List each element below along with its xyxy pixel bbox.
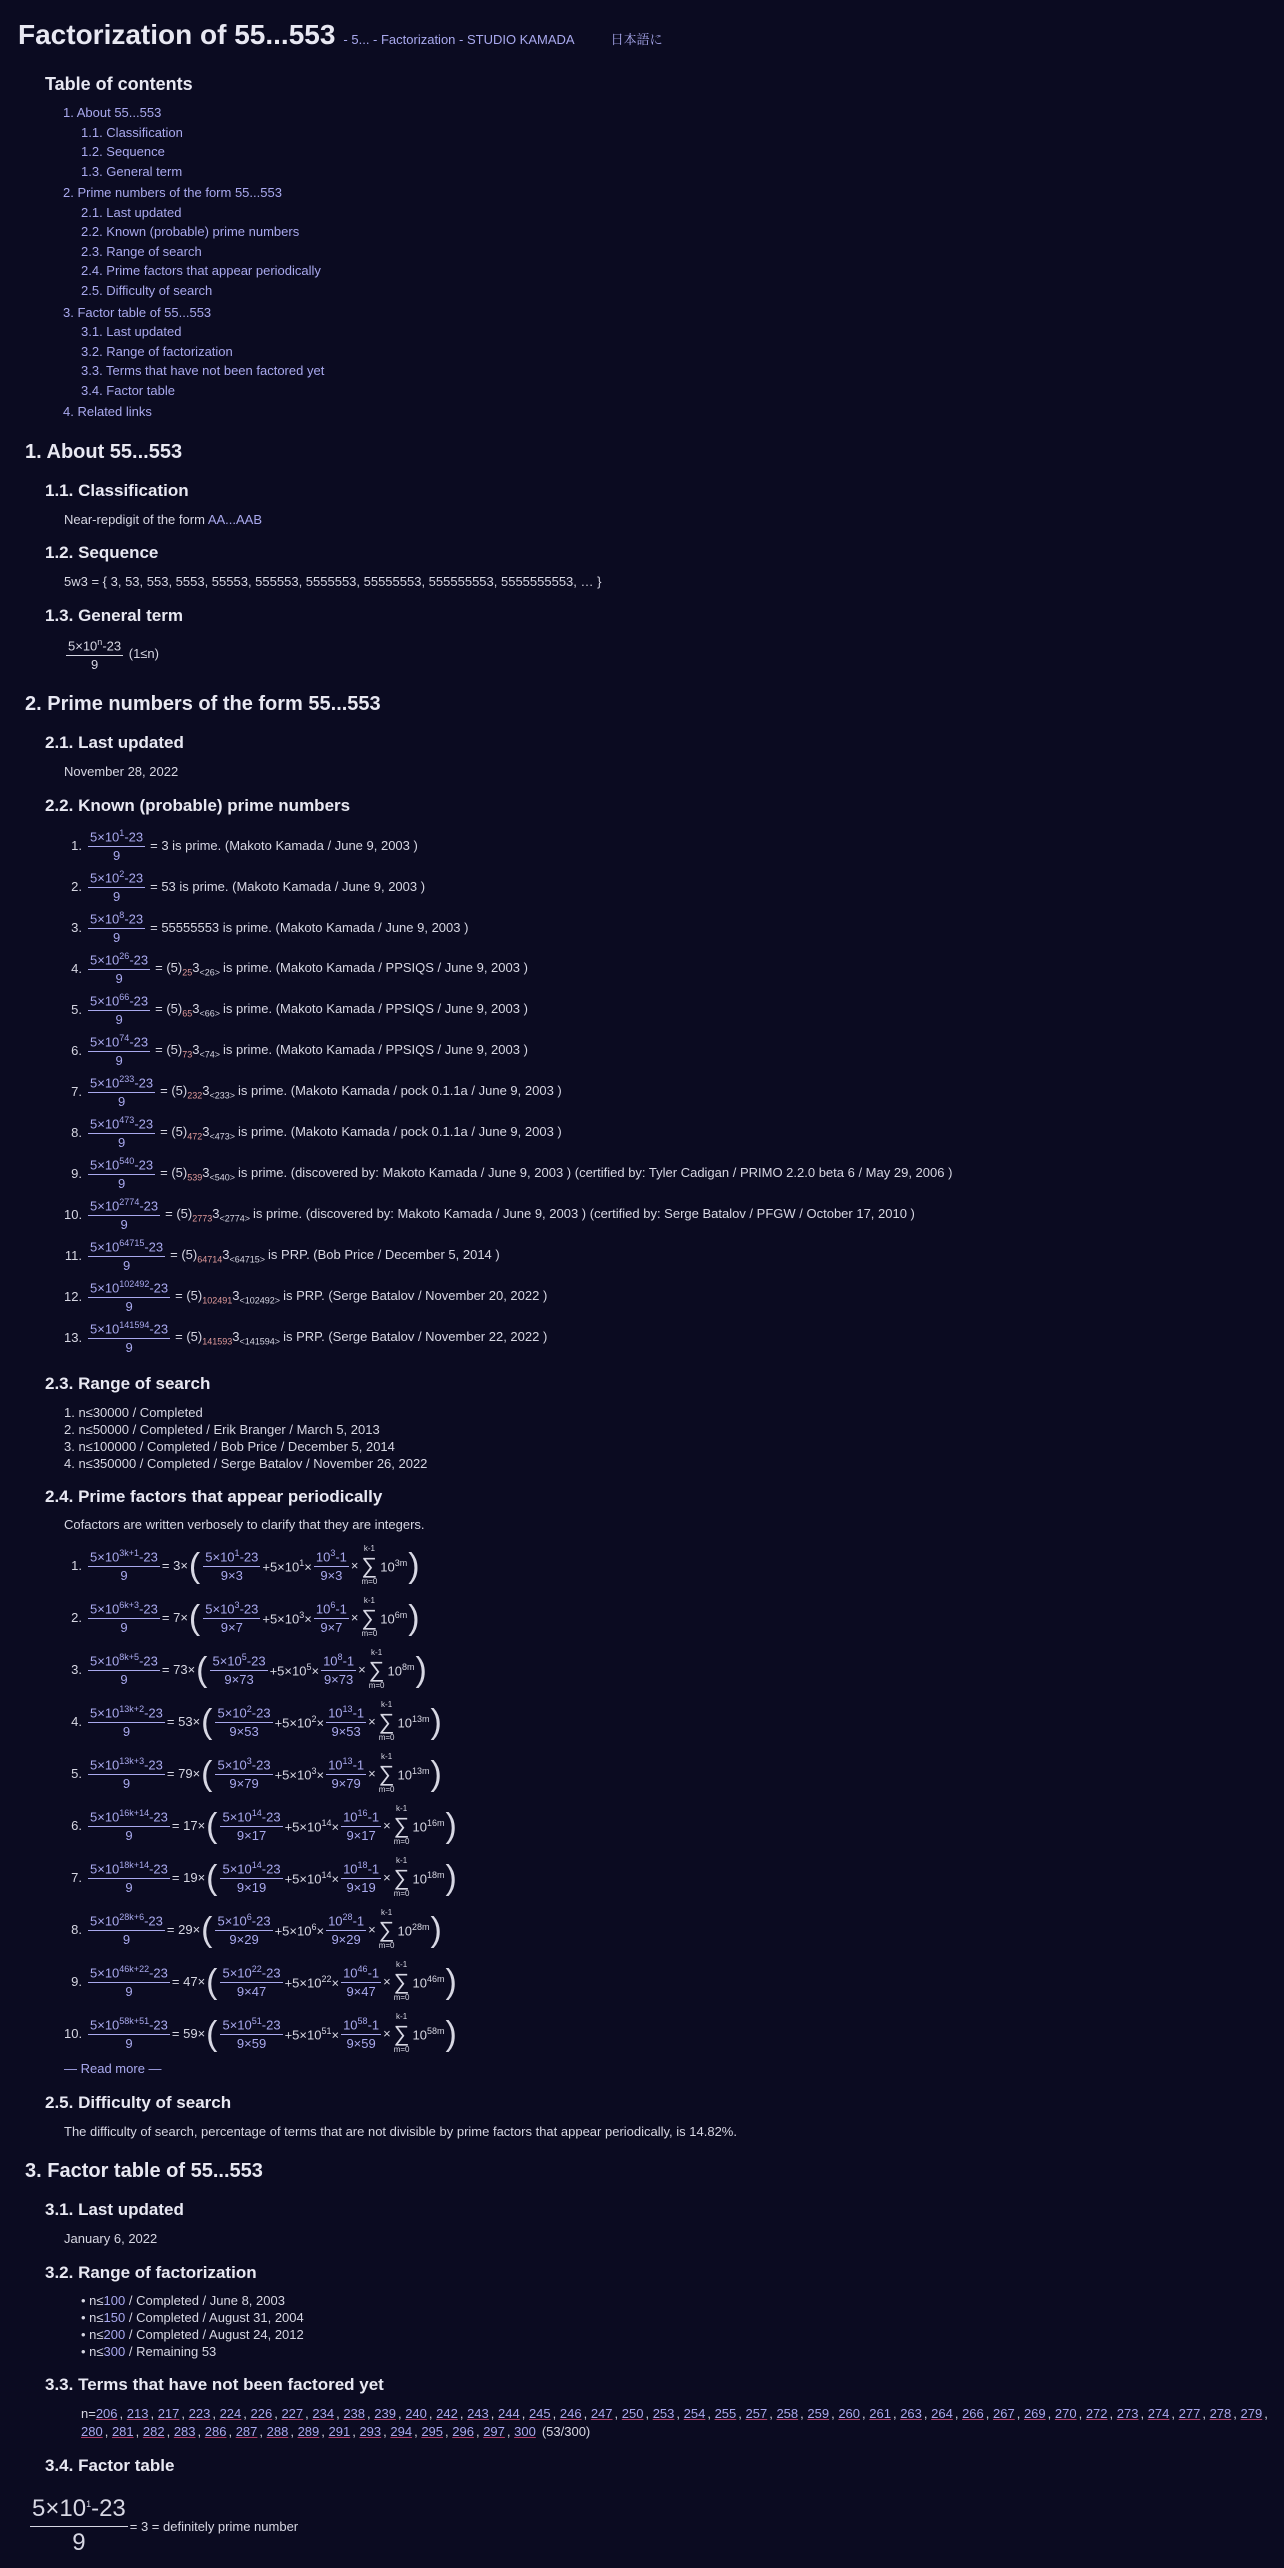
range-item: 3. n≤100000 / Completed / Bob Price / December 5, 2014 [64, 1438, 395, 1454]
term-link[interactable]: 287 [235, 2423, 258, 2439]
term-link[interactable]: 255 [714, 2406, 737, 2422]
sum-symbol: k-1 ∑ m=0 [361, 1544, 378, 1587]
prime-exponent: 64715 [119, 1238, 145, 1249]
toc-sublink[interactable]: 3.2. Range of factorization [81, 343, 233, 359]
periodic-item: 7. $\frac{5\times 10^{18k+14}-23}{9}$ = 19× ( $\frac{5\times 10^{14}-23}{9\times 19}$ $+5\times 10^{14}\times$ $\frac{10^{18}-1}{9\times 19}$ × k-1 ∑ m=0 $10^{18m}$ ) [71, 1856, 457, 1899]
table-of-contents [45, 72, 1266, 421]
fraction: $\frac{5\times 10^1-23}{9\times 3}$ [205, 1548, 259, 1584]
known-primes-list [64, 826, 1266, 1359]
fraction: $\frac{5\times 10^{18k+14}-23}{9}$ [90, 1860, 168, 1896]
toc-sublink[interactable]: 2.5. Difficulty of search [81, 283, 213, 299]
prime-index: 13. [64, 1330, 83, 1346]
range-item: 4. n≤350000 / Completed / Serge Batalov / November 26, 2022 [64, 1455, 428, 1471]
repeat-count: 141593 [202, 1336, 233, 1347]
term-link[interactable]: 281 [111, 2423, 134, 2439]
factor-range-item: • n≤300 / Remaining 53 [81, 2344, 217, 2360]
prime-fraction-link[interactable]: $\frac{5\times 10^{64715}-23}{9}$ [90, 1238, 164, 1274]
sequence-text: 5w3 = { 3, 53, 553, 5553, 55553, 555553, 5555553, 55555553, 555555553, 5555555553, … } [64, 574, 602, 590]
prime-fraction-link[interactable]: $\frac{5\times 10^1-23}{9}$ [90, 828, 144, 864]
prime-fraction-link[interactable]: $\frac{5\times 10^8-23}{9}$ [90, 910, 144, 946]
last-updated-date: November 28, 2022 [64, 764, 179, 780]
toc-item[interactable] [63, 184, 1266, 202]
periodic-item: 9. $\frac{5\times 10^{46k+22}-23}{9}$ = 47× ( $\frac{5\times 10^{22}-23}{9\times 47}$ $+5\times 10^{22}\times$ $\frac{10^{46}-1}{9\times 47}$ × k-1 ∑ m=0 $10^{46m}$ ) [71, 1960, 457, 2003]
term-link[interactable]: 269 [1023, 2406, 1046, 2422]
prime-description: = 53 is prime. (Makoto Kamada / June 9, 2003 ) [150, 879, 426, 895]
prime-fraction-link[interactable]: $\frac{5\times 10^{473}-23}{9}$ [90, 1115, 154, 1151]
prime-description: = $(5)_{472}3_{<473>}$ is prime. (Makoto Kamada / pock 0.1.1a / June 9, 2003 ) [160, 1124, 562, 1142]
section-1-heading: 1. About 55...553 [25, 440, 183, 463]
fraction: $\frac{5\times 10^3-23}{9\times 79}$ [217, 1756, 271, 1792]
prime-fraction-link[interactable]: $\frac{5\times 10^{102492}-23}{9}$ [90, 1279, 169, 1315]
prime-exponent: 473 [119, 1115, 135, 1126]
term-link[interactable]: 245 [528, 2406, 551, 2422]
periodic-item: 1. $\frac{5\times 10^{3k+1}-23}{9}$ = 3× ( $\frac{5\times 10^1-23}{9\times 3}$ $+5\times 10^1\times$ $\frac{10^3-1}{9\times 3}$ × k-1 ∑ m=0 $10^{3m}$ ) [71, 1544, 420, 1587]
periodic-item: 5. $\frac{5\times 10^{13k+3}-23}{9}$ = 79× ( $\frac{5\times 10^3-23}{9\times 79}$ $+5\times 10^3\times$ $\frac{10^{13}-1}{9\times 79}$ × k-1 ∑ m=0 $10^{13m}$ ) [71, 1752, 442, 1795]
digit-count: <233> [209, 1090, 236, 1101]
toc-subitem[interactable] [81, 143, 1266, 161]
toc-sublink[interactable]: 2.3. Range of search [81, 243, 202, 259]
prime-factor: 17 [183, 1818, 198, 1834]
prime-fraction-link[interactable]: $\frac{5\times 10^2-23}{9}$ [90, 869, 144, 905]
digit-count: <2774> [219, 1213, 251, 1224]
sum-symbol: k-1 ∑ m=0 [361, 1596, 378, 1639]
digit-count: <64715> [229, 1254, 266, 1265]
fraction: $\frac{10^3-1}{9\times 3}$ [315, 1548, 347, 1584]
term-link[interactable]: 239 [374, 2406, 396, 2422]
term-link[interactable]: 242 [436, 2406, 458, 2422]
fraction: $\frac{10^{13}-1}{9\times 53}$ [328, 1704, 365, 1740]
fraction: $\frac{10^8-1}{9\times 73}$ [323, 1652, 355, 1688]
fraction: $\frac{5\times 10^{51}-23}{9\times 59}$ [222, 2016, 281, 2052]
prime-exponent: 233 [119, 1074, 135, 1085]
toc-subitem[interactable] [81, 343, 1266, 361]
term-link[interactable]: 296 [452, 2423, 474, 2439]
term-link[interactable]: 240 [405, 2406, 427, 2422]
term-link[interactable]: 286 [204, 2423, 227, 2439]
sum-symbol: k-1 ∑ m=0 [378, 1908, 395, 1951]
fraction: $\frac{10^{28}-1}{9\times 29}$ [328, 1912, 365, 1948]
term-link[interactable]: 278 [1209, 2406, 1232, 2422]
factor-table-heading: 3.4. Factor table [45, 2455, 175, 2475]
term-link[interactable]: 247 [590, 2406, 613, 2422]
prime-description: = $(5)_{64714}3_{<64715>}$ is PRP. (Bob Price / December 5, 2014 ) [170, 1247, 500, 1265]
term-link[interactable]: 277 [1178, 2406, 1201, 2422]
term-link[interactable]: 274 [1147, 2406, 1170, 2422]
term-link[interactable]: 273 [1116, 2406, 1139, 2422]
japanese-link[interactable]: 日本語に [610, 32, 663, 47]
prime-index: 1. [71, 838, 82, 854]
term-link[interactable]: 259 [807, 2406, 830, 2422]
toc-sublink[interactable]: 3.1. Last updated [81, 324, 182, 340]
term-link[interactable]: 291 [328, 2423, 351, 2439]
prime-factor: 53 [178, 1714, 193, 1730]
page-title: Factorization of 55...553 [18, 19, 336, 50]
prime-exponent: 8 [119, 910, 125, 921]
toc-sublink[interactable]: 3.4. Factor table [81, 382, 175, 398]
prime-index: 12. [64, 1289, 83, 1305]
fraction: $\frac{5\times 10^{13k+2}-23}{9}$ [90, 1704, 163, 1740]
prime-exponent: 2774 [119, 1197, 140, 1208]
prime-description: = $(5)_{102491}3_{<102492>}$ is PRP. (Serge Batalov / November 20, 2022 ) [175, 1288, 548, 1306]
range-item: 2. n≤50000 / Completed / Erik Branger / March 5, 2013 [64, 1421, 380, 1437]
periodic-item: 8. $\frac{5\times 10^{28k+6}-23}{9}$ = 29× ( $\frac{5\times 10^6-23}{9\times 29}$ $+5\times 10^6\times$ $\frac{10^{28}-1}{9\times 29}$ × k-1 ∑ m=0 $10^{28m}$ ) [71, 1908, 442, 1951]
range-of-factorization-heading: 3.2. Range of factorization [45, 2262, 257, 2282]
sum-symbol: k-1 ∑ m=0 [393, 1960, 410, 2003]
prime-exponent: 2 [119, 869, 125, 880]
term-link[interactable]: 254 [683, 2406, 706, 2422]
toc-sublink[interactable]: 3.3. Terms that have not been factored yet [81, 363, 325, 379]
prime-description: = $(5)_{232}3_{<233>}$ is prime. (Makoto Kamada / pock 0.1.1a / June 9, 2003 ) [160, 1083, 562, 1101]
fraction: $\frac{5\times 10^3-23}{9\times 7}$ [205, 1600, 259, 1636]
toc-subitem[interactable] [81, 243, 1266, 261]
toc-subitem[interactable] [81, 204, 1266, 222]
factor-table-row: $\frac{5\times 10^1-23}{9}$ = 3 = definitely prime number [28, 2493, 1266, 2559]
term-link[interactable]: 280 [81, 2423, 103, 2439]
term-link[interactable]: 264 [931, 2406, 953, 2422]
toc-subitem[interactable] [81, 323, 1266, 341]
prime-exponent: 66 [119, 992, 130, 1003]
repeat-count: 102491 [202, 1295, 233, 1306]
repeat-count: 65 [182, 1008, 193, 1019]
term-link[interactable]: 260 [838, 2406, 861, 2422]
term-link[interactable]: 250 [621, 2406, 644, 2422]
prime-factor: 29 [178, 1922, 193, 1938]
sum-symbol: k-1 ∑ m=0 [378, 1752, 395, 1795]
prime-factor: 7 [173, 1610, 181, 1626]
prime-item [64, 867, 1266, 908]
digit-count: <66> [199, 1008, 220, 1019]
toc-sublink[interactable]: 1.2. Sequence [81, 144, 165, 160]
prime-index: 4. [71, 961, 82, 977]
prime-exponent: 540 [119, 1156, 135, 1167]
term-link[interactable]: 294 [390, 2423, 413, 2439]
prime-factor: 19 [183, 1870, 198, 1886]
fraction: $\frac{5\times 10^{6k+3}-23}{9}$ [90, 1600, 158, 1636]
prime-item [64, 1072, 1266, 1113]
prime-description: = $(5)_{539}3_{<540>}$ is prime. (discovered by: Makoto Kamada / June 9, 2003 ) (certified by: Tyler Cadigan / PRIMO 2.2.0 beta 6 / May 29, 2006 ) [160, 1165, 953, 1183]
header [18, 16, 1266, 54]
toc-title: Table of contents [45, 73, 193, 94]
toc-sublink[interactable]: 2.2. Known (probable) prime numbers [81, 224, 300, 240]
prime-item [64, 1236, 1266, 1277]
fraction: $\frac{10^{58}-1}{9\times 59}$ [343, 2016, 380, 2052]
term-link[interactable]: 283 [173, 2423, 196, 2439]
repeat-count: 2773 [192, 1213, 213, 1224]
prime-description: = $(5)_{2773}3_{<2774>}$ is prime. (discovered by: Makoto Kamada / June 9, 2003 ) (certified by: Serge Batalov / PFGW / October 17, 2010 ) [165, 1206, 915, 1224]
digit-count: <102492> [239, 1295, 281, 1306]
prime-item [64, 826, 1266, 867]
prime-item [64, 949, 1266, 990]
prime-exponent: 74 [119, 1033, 130, 1044]
factor-range-item: • n≤200 / Completed / August 24, 2012 [81, 2327, 304, 2343]
fraction: $\frac{5\times 10^{16k+14}-23}{9}$ [90, 1808, 168, 1844]
term-link[interactable]: 258 [776, 2406, 799, 2422]
prime-fraction-link[interactable]: $\frac{5\times 10^{141594}-23}{9}$ [90, 1320, 169, 1356]
prime-description: = $(5)_{141593}3_{<141594>}$ is PRP. (Serge Batalov / November 22, 2022 ) [175, 1329, 548, 1347]
fraction: $\frac{5\times 10^{22}-23}{9\times 47}$ [222, 1964, 281, 2000]
prime-description: = $(5)_{73}3_{<74>}$ is prime. (Makoto Kamada / PPSIQS / June 9, 2003 ) [155, 1042, 528, 1060]
toc-item[interactable] [63, 304, 1266, 322]
periodic-item: 10. $\frac{5\times 10^{58k+51}-23}{9}$ = 59× ( $\frac{5\times 10^{51}-23}{9\times 59}$ $+5\times 10^{51}\times$ $\frac{10^{58}-1}{9\times 59}$ × k-1 ∑ m=0 $10^{58m}$ ) [64, 2012, 457, 2055]
fraction: $\frac{5\times 10^{8k+5}-23}{9}$ [90, 1652, 158, 1688]
prime-factor: 73 [173, 1662, 188, 1678]
term-link[interactable]: 234 [312, 2406, 335, 2422]
digit-count: <26> [199, 967, 220, 978]
prime-fraction-link[interactable]: $\frac{5\times 10^{26}-23}{9}$ [90, 951, 149, 987]
term-link[interactable]: 297 [483, 2423, 505, 2439]
toc-sublink[interactable]: 1.3. General term [81, 163, 183, 179]
term-link[interactable]: 288 [266, 2423, 289, 2439]
read-more-link[interactable]: — Read more — [64, 2061, 162, 2077]
repeat-count: 539 [187, 1172, 203, 1183]
fraction: $\frac{5\times 10^{13k+3}-23}{9}$ [90, 1756, 163, 1792]
prime-index: 6. [71, 1043, 82, 1059]
range-of-search-heading: 2.3. Range of search [45, 1373, 211, 1393]
term-link[interactable]: 213 [126, 2406, 149, 2422]
toc-sublink[interactable]: 1.1. Classification [81, 124, 183, 140]
periodic-note: Cofactors are written verbosely to clarify that they are integers. [64, 1517, 425, 1533]
prime-factor: 3 [173, 1558, 181, 1574]
toc-link[interactable]: 1. About 55...553 [63, 105, 162, 121]
difficulty-heading: 2.5. Difficulty of search [45, 2092, 232, 2112]
prime-exponent: 1 [119, 828, 125, 839]
prime-exponent: 141594 [119, 1320, 150, 1331]
general-term: $\frac{5\times 10^n-23}{9}$ (1≤n) [68, 636, 159, 672]
factor-range-item: • n≤100 / Completed / June 8, 2003 [81, 2293, 285, 2309]
prime-index: 8. [71, 1125, 82, 1141]
fraction: $\frac{10^{46}-1}{9\times 47}$ [343, 1964, 380, 2000]
breadcrumb-link[interactable]: - 5... - Factorization - STUDIO KAMADA [343, 32, 575, 47]
range-of-factorization-list [81, 2292, 1266, 2360]
prime-item [64, 908, 1266, 949]
toc-link[interactable]: 2. Prime numbers of the form 55...553 [63, 185, 282, 201]
toc-subitem[interactable] [81, 282, 1266, 300]
prime-description: = 3 is prime. (Makoto Kamada / June 9, 2003 ) [150, 838, 418, 854]
fraction: $\frac{5\times 10^{14}-23}{9\times 19}$ [222, 1860, 281, 1896]
sum-symbol: k-1 ∑ m=0 [368, 1648, 385, 1691]
toc-subitem[interactable] [81, 262, 1266, 280]
toc-subitem[interactable] [81, 382, 1266, 400]
term-link[interactable]: 223 [188, 2406, 211, 2422]
toc-sublink[interactable]: 2.1. Last updated [81, 204, 182, 220]
toc-item[interactable] [63, 403, 1266, 421]
prime-item [64, 1195, 1266, 1236]
prime-fraction-link[interactable]: $\frac{5\times 10^{74}-23}{9}$ [90, 1033, 149, 1069]
periodic-item: 6. $\frac{5\times 10^{16k+14}-23}{9}$ = 17× ( $\frac{5\times 10^{14}-23}{9\times 17}$ $+5\times 10^{14}\times$ $\frac{10^{16}-1}{9\times 17}$ × k-1 ∑ m=0 $10^{16m}$ ) [71, 1804, 457, 1847]
term-link[interactable]: 270 [1054, 2406, 1077, 2422]
prime-fraction-link[interactable]: $\frac{5\times 10^{233}-23}{9}$ [90, 1074, 154, 1110]
toc-link[interactable]: 4. Related links [63, 404, 152, 420]
term-link[interactable]: 246 [559, 2406, 582, 2422]
term-link[interactable]: 263 [900, 2406, 922, 2422]
prime-index: 11. [64, 1248, 82, 1264]
factor-range-item: • n≤150 / Completed / August 31, 2004 [81, 2310, 304, 2326]
fraction: $\frac{5\times 10^{46k+22}-23}{9}$ [90, 1964, 168, 2000]
prime-description: = 55555553 is prime. (Makoto Kamada / June 9, 2003 ) [150, 920, 469, 936]
general-term-heading: 1.3. General term [45, 605, 183, 625]
term-link[interactable]: 206 [95, 2406, 118, 2422]
toc-subitem[interactable] [81, 163, 1266, 181]
fraction: $\frac{5\times 10^6-23}{9\times 29}$ [217, 1912, 271, 1948]
digit-count: <74> [199, 1049, 220, 1060]
prime-fraction-link[interactable]: $\frac{5\times 10^{540}-23}{9}$ [90, 1156, 154, 1192]
prime-item [64, 1113, 1266, 1154]
digit-count: <540> [209, 1172, 236, 1183]
term-link[interactable]: 261 [869, 2406, 891, 2422]
term-link[interactable]: 293 [359, 2423, 382, 2439]
range-item: 1. n≤30000 / Completed [64, 1404, 203, 1420]
term-link[interactable]: 217 [157, 2406, 180, 2422]
prime-fraction-link[interactable]: $\frac{5\times 10^{66}-23}{9}$ [90, 992, 149, 1028]
term-link[interactable]: 243 [467, 2406, 489, 2422]
term-link[interactable]: 267 [993, 2406, 1015, 2422]
prime-item [64, 1031, 1266, 1072]
term-link[interactable]: 244 [498, 2406, 520, 2422]
repeat-count: 472 [187, 1131, 203, 1142]
prime-index: 9. [71, 1166, 82, 1182]
prime-factor: 47 [183, 1974, 198, 1990]
prime-factor: 79 [178, 1766, 193, 1782]
toc-item[interactable] [63, 104, 1266, 122]
repeat-count: 232 [187, 1090, 203, 1101]
near-repdigit-link[interactable]: AA...AAB [207, 511, 263, 527]
sum-symbol: k-1 ∑ m=0 [393, 1804, 410, 1847]
sum-symbol: k-1 ∑ m=0 [393, 1856, 410, 1899]
last-updated-heading: 2.1. Last updated [45, 733, 184, 753]
classification-heading: 1.1. Classification [45, 480, 189, 500]
sequence-heading: 1.2. Sequence [45, 543, 159, 563]
repeat-count: 73 [182, 1049, 193, 1060]
fraction: $\frac{5\times 10^{14}-23}{9\times 17}$ [222, 1808, 281, 1844]
prime-fraction-link[interactable]: $\frac{5\times 10^{2774}-23}{9}$ [90, 1197, 159, 1233]
fraction: $\frac{10^{18}-1}{9\times 19}$ [343, 1860, 380, 1896]
prime-index: 3. [71, 920, 82, 936]
periodic-factors-list [64, 1540, 1266, 2060]
section-2-heading: 2. Prime numbers of the form 55...553 [25, 693, 381, 716]
digit-count: <141594> [239, 1336, 281, 1347]
prime-index: 10. [64, 1207, 83, 1223]
prime-exponent: 26 [119, 951, 130, 962]
factor-last-updated-date: January 6, 2022 [64, 2230, 158, 2246]
term-link[interactable]: 226 [250, 2406, 273, 2422]
toc-link[interactable]: 3. Factor table of 55...553 [63, 304, 212, 320]
term-link[interactable]: 238 [343, 2406, 366, 2422]
factor-range-link[interactable]: 150 [103, 2310, 126, 2326]
term-link[interactable]: 295 [421, 2423, 444, 2439]
term-link[interactable]: 300 [514, 2423, 536, 2439]
fraction: $\frac{10^{13}-1}{9\times 79}$ [328, 1756, 365, 1792]
periodic-factors-heading: 2.4. Prime factors that appear periodically [45, 1486, 383, 1506]
term-link[interactable]: 224 [219, 2406, 242, 2422]
section-3-heading: 3. Factor table of 55...553 [25, 2160, 263, 2183]
fraction: $\frac{5\times 10^{58k+51}-23}{9}$ [90, 2016, 168, 2052]
prime-exponent: 102492 [119, 1279, 150, 1290]
unfactored-terms-heading: 3.3. Terms that have not been factored yet [45, 2375, 384, 2395]
term-link[interactable]: 227 [281, 2406, 304, 2422]
prime-index: 5. [71, 1002, 82, 1018]
fraction: $\frac{5\times 10^2-23}{9\times 53}$ [217, 1704, 271, 1740]
term-link[interactable]: 272 [1085, 2406, 1108, 2422]
term-link[interactable]: 279 [1240, 2406, 1263, 2422]
prime-description: = $(5)_{65}3_{<66>}$ is prime. (Makoto Kamada / PPSIQS / June 9, 2003 ) [155, 1001, 528, 1019]
unfactored-terms: n=206 , 213 , 217 , 223 , 224 , 226 , 227 , 234 , 238 , 239 , 240 , 242 , 243 , 244 , 245 , 246 , 247 , 250 , 253 , 254 , 255 , 257 , 258 , 259 , 260 , 261 , 263 , 264 , 266 , 267 , 269 , 270 , 272 , 273 , 274 , 277 , 278 , 279 , 280 , 281 , 282 , 283 , 286 , 287 , 288 , 289 , 291 , 293 , 294 , 295 , 296 , 297 , 300 (53/300) [81, 2406, 1268, 2439]
fraction: $\frac{5\times 10^5-23}{9\times 73}$ [212, 1652, 266, 1688]
toc-subitem[interactable] [81, 124, 1266, 142]
fraction: $\frac{5\times 10^{28k+6}-23}{9}$ [90, 1912, 163, 1948]
factor-last-updated-heading: 3.1. Last updated [45, 2200, 184, 2220]
term-link[interactable]: 266 [962, 2406, 984, 2422]
repeat-count: 64714 [197, 1254, 223, 1265]
toc-subitem[interactable] [81, 223, 1266, 241]
sum-symbol: k-1 ∑ m=0 [393, 2012, 410, 2055]
prime-index: 7. [71, 1084, 82, 1100]
classification-text: Near-repdigit of the form AA...AAB [64, 511, 263, 527]
fraction: $\frac{5\times 10^{3k+1}-23}{9}$ [90, 1548, 158, 1584]
digit-count: <473> [209, 1131, 236, 1142]
prime-item [64, 1318, 1266, 1359]
prime-item [64, 990, 1266, 1031]
term-link[interactable]: 257 [745, 2406, 768, 2422]
toc-subitem[interactable] [81, 362, 1266, 380]
prime-item [64, 1277, 1266, 1318]
term-link[interactable]: 289 [297, 2423, 320, 2439]
prime-index: 2. [71, 879, 82, 895]
prime-factor: 59 [183, 2026, 198, 2042]
difficulty-text: The difficulty of search, percentage of terms that are not divisible by prime factors that appear periodically, is 14.82%. [64, 2123, 737, 2139]
factor-range-link[interactable]: 300 [103, 2344, 126, 2360]
fraction: $\frac{10^6-1}{9\times 7}$ [315, 1600, 347, 1636]
prime-item [64, 1154, 1266, 1195]
periodic-item: 2. $\frac{5\times 10^{6k+3}-23}{9}$ = 7× ( $\frac{5\times 10^3-23}{9\times 7}$ $+5\times 10^3\times$ $\frac{10^6-1}{9\times 7}$ × k-1 ∑ m=0 $10^{6m}$ ) [71, 1596, 420, 1639]
general-term-fraction: $\frac{5\times 10^n-23}{9}$ [68, 636, 122, 672]
term-link[interactable]: 282 [142, 2423, 165, 2439]
range-of-search-list [64, 1404, 1266, 1472]
factor-table-fraction: $\frac{5\times 10^1-23}{9}$ [32, 2495, 126, 2556]
known-primes-heading: 2.2. Known (probable) prime numbers [45, 795, 351, 815]
fraction: $\frac{10^{16}-1}{9\times 17}$ [343, 1808, 380, 1844]
repeat-count: 25 [182, 967, 193, 978]
toc-sublink[interactable]: 2.4. Prime factors that appear periodically [81, 263, 321, 279]
term-link[interactable]: 253 [652, 2406, 675, 2422]
sum-symbol: k-1 ∑ m=0 [378, 1700, 395, 1743]
factor-range-link[interactable]: 100 [103, 2293, 126, 2309]
periodic-item: 3. $\frac{5\times 10^{8k+5}-23}{9}$ = 73× ( $\frac{5\times 10^5-23}{9\times 73}$ $+5\times 10^5\times$ $\frac{10^8-1}{9\times 73}$ × k-1 ∑ m=0 $10^{8m}$ ) [71, 1648, 427, 1691]
periodic-item: 4. $\frac{5\times 10^{13k+2}-23}{9}$ = 53× ( $\frac{5\times 10^2-23}{9\times 53}$ $+5\times 10^2\times$ $\frac{10^{13}-1}{9\times 53}$ × k-1 ∑ m=0 $10^{13m}$ ) [71, 1700, 442, 1743]
prime-description: = $(5)_{25}3_{<26>}$ is prime. (Makoto Kamada / PPSIQS / June 9, 2003 ) [155, 960, 528, 978]
factor-range-link[interactable]: 200 [103, 2327, 126, 2343]
